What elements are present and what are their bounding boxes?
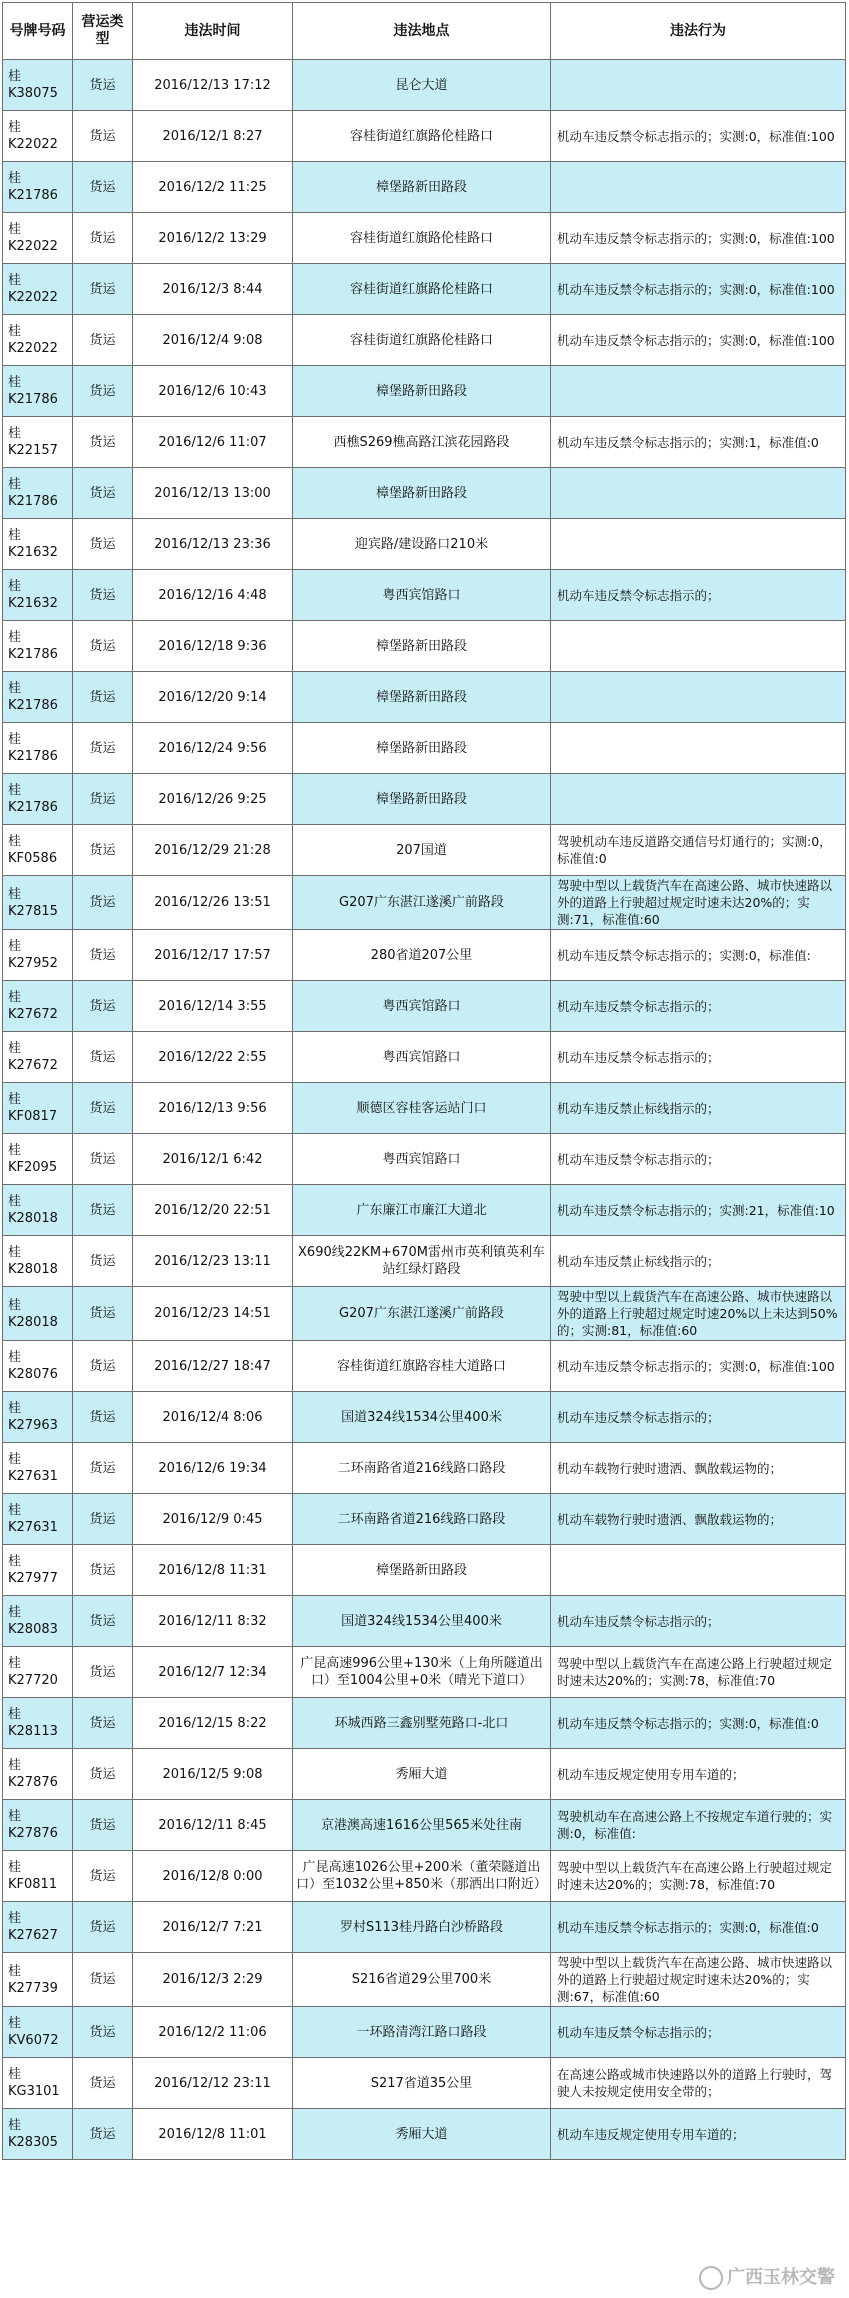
plate-cell: 桂K21632 xyxy=(3,519,73,570)
location-cell: 秀厢大道 xyxy=(293,1749,551,1800)
action-cell xyxy=(551,519,846,570)
plate-cell: 桂KF0586 xyxy=(3,825,73,876)
time-cell: 2016/12/5 9:08 xyxy=(133,1749,293,1800)
table-row xyxy=(3,1698,846,1749)
time-cell: 2016/12/23 14:51 xyxy=(133,1287,293,1341)
location-cell: 樟堡路新田路段 xyxy=(293,468,551,519)
time-cell: 2016/12/8 11:01 xyxy=(133,2109,293,2160)
time-cell: 2016/12/4 8:06 xyxy=(133,1392,293,1443)
type-cell: 货运 xyxy=(73,366,133,417)
action-cell: 驾驶中型以上载货汽车在高速公路上行驶超过规定时速未达20%的；实测:78，标准值:70 xyxy=(551,1647,846,1698)
time-cell: 2016/12/12 23:11 xyxy=(133,2058,293,2109)
plate-cell: 桂K27876 xyxy=(3,1749,73,1800)
action-cell: 机动车违反禁令标志指示的；实测:0，标准值:100 xyxy=(551,264,846,315)
plate-cell: 桂K27815 xyxy=(3,876,73,930)
type-cell: 货运 xyxy=(73,1596,133,1647)
action-cell: 机动车违反规定使用专用车道的； xyxy=(551,2109,846,2160)
action-cell: 机动车载物行驶时遗洒、飘散载运物的； xyxy=(551,1494,846,1545)
table-row xyxy=(3,2058,846,2109)
location-cell: 广昆高速996公里+130米（上角所隧道出口）至1004公里+0米（晴光下道口） xyxy=(293,1647,551,1698)
action-cell: 机动车违反禁令标志指示的；实测:0，标准值:0 xyxy=(551,1902,846,1953)
action-cell: 机动车违反禁令标志指示的；实测:0，标准值:100 xyxy=(551,111,846,162)
location-cell: 樟堡路新田路段 xyxy=(293,672,551,723)
location-cell: 207国道 xyxy=(293,825,551,876)
type-cell: 货运 xyxy=(73,2109,133,2160)
type-cell: 货运 xyxy=(73,570,133,621)
type-cell: 货运 xyxy=(73,519,133,570)
time-cell: 2016/12/20 22:51 xyxy=(133,1185,293,1236)
table-row xyxy=(3,1185,846,1236)
table-row xyxy=(3,2109,846,2160)
time-cell: 2016/12/13 17:12 xyxy=(133,60,293,111)
action-cell: 机动车违反禁令标志指示的； xyxy=(551,1032,846,1083)
header-violation-action: 违法行为 xyxy=(551,3,846,60)
action-cell: 驾驶中型以上载货汽车在高速公路、城市快速路以外的道路上行驶超过规定时速20%以上未达到50%的；实测:81，标准值:60 xyxy=(551,1287,846,1341)
type-cell: 货运 xyxy=(73,723,133,774)
plate-cell: 桂K27876 xyxy=(3,1800,73,1851)
time-cell: 2016/12/13 23:36 xyxy=(133,519,293,570)
type-cell: 货运 xyxy=(73,1902,133,1953)
action-cell: 机动车违反禁令标志指示的；实测:21，标准值:10 xyxy=(551,1185,846,1236)
action-cell: 机动车违反禁令标志指示的； xyxy=(551,570,846,621)
action-cell: 驾驶机动车违反道路交通信号灯通行的；实测:0，标准值:0 xyxy=(551,825,846,876)
plate-cell: 桂K22157 xyxy=(3,417,73,468)
location-cell: 容桂街道红旗路伦桂路口 xyxy=(293,315,551,366)
location-cell: 广东廉江市廉江大道北 xyxy=(293,1185,551,1236)
location-cell: 环城西路三鑫别墅苑路口-北口 xyxy=(293,1698,551,1749)
type-cell: 货运 xyxy=(73,1749,133,1800)
plate-cell: 桂K21786 xyxy=(3,162,73,213)
table-row xyxy=(3,1902,846,1953)
plate-cell: 桂K28076 xyxy=(3,1341,73,1392)
action-cell: 机动车违反规定使用专用车道的； xyxy=(551,1749,846,1800)
time-cell: 2016/12/13 13:00 xyxy=(133,468,293,519)
time-cell: 2016/12/18 9:36 xyxy=(133,621,293,672)
location-cell: 樟堡路新田路段 xyxy=(293,1545,551,1596)
action-cell xyxy=(551,1545,846,1596)
plate-cell: 桂K27627 xyxy=(3,1902,73,1953)
plate-cell: 桂K27631 xyxy=(3,1494,73,1545)
time-cell: 2016/12/17 17:57 xyxy=(133,930,293,981)
location-cell: 容桂街道红旗路容桂大道路口 xyxy=(293,1341,551,1392)
time-cell: 2016/12/3 8:44 xyxy=(133,264,293,315)
type-cell: 货运 xyxy=(73,1341,133,1392)
time-cell: 2016/12/4 9:08 xyxy=(133,315,293,366)
plate-cell: 桂K21786 xyxy=(3,672,73,723)
table-row xyxy=(3,723,846,774)
table-row xyxy=(3,672,846,723)
action-cell: 机动车违反禁令标志指示的； xyxy=(551,1134,846,1185)
plate-cell: 桂K28113 xyxy=(3,1698,73,1749)
plate-cell: 桂K28018 xyxy=(3,1185,73,1236)
plate-cell: 桂K28018 xyxy=(3,1287,73,1341)
action-cell xyxy=(551,723,846,774)
plate-cell: 桂K21786 xyxy=(3,468,73,519)
plate-cell: 桂KF0817 xyxy=(3,1083,73,1134)
plate-cell: 桂K38075 xyxy=(3,60,73,111)
table-row xyxy=(3,1494,846,1545)
action-cell xyxy=(551,672,846,723)
location-cell: 280省道207公里 xyxy=(293,930,551,981)
table-row xyxy=(3,264,846,315)
watermark xyxy=(699,2263,835,2290)
type-cell: 货运 xyxy=(73,1953,133,2007)
time-cell: 2016/12/23 13:11 xyxy=(133,1236,293,1287)
location-cell: 京港澳高速1616公里565米处往南 xyxy=(293,1800,551,1851)
action-cell: 机动车违反禁令标志指示的； xyxy=(551,2007,846,2058)
type-cell: 货运 xyxy=(73,1083,133,1134)
action-cell: 机动车违反禁令标志指示的；实测:0，标准值: xyxy=(551,930,846,981)
plate-cell: 桂KV6072 xyxy=(3,2007,73,2058)
time-cell: 2016/12/7 7:21 xyxy=(133,1902,293,1953)
table-body xyxy=(3,60,846,2160)
plate-cell: 桂K22022 xyxy=(3,264,73,315)
time-cell: 2016/12/1 8:27 xyxy=(133,111,293,162)
plate-cell: 桂KF0811 xyxy=(3,1851,73,1902)
location-cell: 顺德区容桂客运站门口 xyxy=(293,1083,551,1134)
type-cell: 货运 xyxy=(73,876,133,930)
type-cell: 货运 xyxy=(73,315,133,366)
action-cell xyxy=(551,468,846,519)
action-cell: 驾驶机动车在高速公路上不按规定车道行驶的；实测:0，标准值: xyxy=(551,1800,846,1851)
time-cell: 2016/12/26 9:25 xyxy=(133,774,293,825)
location-cell: S217省道35公里 xyxy=(293,2058,551,2109)
table-row xyxy=(3,1647,846,1698)
table-row xyxy=(3,468,846,519)
type-cell: 货运 xyxy=(73,981,133,1032)
action-cell: 机动车违反禁令标志指示的；实测:0，标准值:0 xyxy=(551,1698,846,1749)
type-cell: 货运 xyxy=(73,1236,133,1287)
time-cell: 2016/12/3 2:29 xyxy=(133,1953,293,2007)
type-cell: 货运 xyxy=(73,1698,133,1749)
time-cell: 2016/12/6 11:07 xyxy=(133,417,293,468)
type-cell: 货运 xyxy=(73,825,133,876)
time-cell: 2016/12/6 19:34 xyxy=(133,1443,293,1494)
location-cell: 樟堡路新田路段 xyxy=(293,366,551,417)
action-cell: 机动车载物行驶时遗洒、飘散载运物的； xyxy=(551,1443,846,1494)
action-cell: 驾驶中型以上载货汽车在高速公路、城市快速路以外的道路上行驶超过规定时速未达20%的；实测:67，标准值:60 xyxy=(551,1953,846,2007)
location-cell: 樟堡路新田路段 xyxy=(293,621,551,672)
action-cell: 驾驶中型以上载货汽车在高速公路、城市快速路以外的道路上行驶超过规定时速未达20%的；实测:71，标准值:60 xyxy=(551,876,846,930)
table-row xyxy=(3,1443,846,1494)
table-row xyxy=(3,315,846,366)
plate-cell: 桂K21632 xyxy=(3,570,73,621)
location-cell: 粤西宾馆路口 xyxy=(293,570,551,621)
table-row xyxy=(3,1545,846,1596)
time-cell: 2016/12/8 11:31 xyxy=(133,1545,293,1596)
location-cell: 容桂街道红旗路伦桂路口 xyxy=(293,111,551,162)
table-row xyxy=(3,621,846,672)
type-cell: 货运 xyxy=(73,60,133,111)
type-cell: 货运 xyxy=(73,930,133,981)
location-cell: S216省道29公里700米 xyxy=(293,1953,551,2007)
table-row xyxy=(3,1341,846,1392)
table-row xyxy=(3,417,846,468)
violation-table xyxy=(2,2,846,2160)
type-cell: 货运 xyxy=(73,1392,133,1443)
location-cell: 国道324线1534公里400米 xyxy=(293,1392,551,1443)
type-cell: 货运 xyxy=(73,1494,133,1545)
location-cell: G207广东湛江遂溪广前路段 xyxy=(293,876,551,930)
type-cell: 货运 xyxy=(73,1032,133,1083)
action-cell: 机动车违反禁止标线指示的； xyxy=(551,1236,846,1287)
header-plate: 号牌号码 xyxy=(3,3,73,60)
plate-cell: 桂K27952 xyxy=(3,930,73,981)
plate-cell: 桂K21786 xyxy=(3,621,73,672)
table-row xyxy=(3,1596,846,1647)
action-cell: 机动车违反禁令标志指示的；实测:0，标准值:100 xyxy=(551,315,846,366)
time-cell: 2016/12/26 13:51 xyxy=(133,876,293,930)
action-cell: 在高速公路或城市快速路以外的道路上行驶时，驾驶人未按规定使用安全带的； xyxy=(551,2058,846,2109)
time-cell: 2016/12/11 8:32 xyxy=(133,1596,293,1647)
table-row xyxy=(3,1134,846,1185)
time-cell: 2016/12/24 9:56 xyxy=(133,723,293,774)
type-cell: 货运 xyxy=(73,111,133,162)
table-row xyxy=(3,1032,846,1083)
type-cell: 货运 xyxy=(73,1443,133,1494)
location-cell: 粤西宾馆路口 xyxy=(293,1032,551,1083)
plate-cell: 桂K27963 xyxy=(3,1392,73,1443)
type-cell: 货运 xyxy=(73,1851,133,1902)
location-cell: 一环路清湾江路口路段 xyxy=(293,2007,551,2058)
location-cell: 容桂街道红旗路伦桂路口 xyxy=(293,264,551,315)
plate-cell: 桂K27672 xyxy=(3,981,73,1032)
location-cell: 二环南路省道216线路口路段 xyxy=(293,1494,551,1545)
table-row xyxy=(3,519,846,570)
plate-cell: 桂K28083 xyxy=(3,1596,73,1647)
location-cell: G207广东湛江遂溪广前路段 xyxy=(293,1287,551,1341)
plate-cell: 桂K27977 xyxy=(3,1545,73,1596)
location-cell: 粤西宾馆路口 xyxy=(293,981,551,1032)
table-row xyxy=(3,1287,846,1341)
table-row xyxy=(3,1800,846,1851)
location-cell: 樟堡路新田路段 xyxy=(293,723,551,774)
time-cell: 2016/12/2 11:06 xyxy=(133,2007,293,2058)
type-cell: 货运 xyxy=(73,1287,133,1341)
location-cell: 昆仑大道 xyxy=(293,60,551,111)
plate-cell: 桂K21786 xyxy=(3,774,73,825)
time-cell: 2016/12/16 4:48 xyxy=(133,570,293,621)
time-cell: 2016/12/2 13:29 xyxy=(133,213,293,264)
table-row xyxy=(3,1749,846,1800)
type-cell: 货运 xyxy=(73,264,133,315)
plate-cell: 桂KG3101 xyxy=(3,2058,73,2109)
action-cell: 机动车违反禁令标志指示的； xyxy=(551,1596,846,1647)
time-cell: 2016/12/27 18:47 xyxy=(133,1341,293,1392)
type-cell: 货运 xyxy=(73,672,133,723)
type-cell: 货运 xyxy=(73,213,133,264)
action-cell: 机动车违反禁令标志指示的；实测:0，标准值:100 xyxy=(551,1341,846,1392)
time-cell: 2016/12/6 10:43 xyxy=(133,366,293,417)
table-row xyxy=(3,876,846,930)
header-violation-time: 违法时间 xyxy=(133,3,293,60)
table-row xyxy=(3,213,846,264)
action-cell: 机动车违反禁令标志指示的； xyxy=(551,981,846,1032)
table-row xyxy=(3,981,846,1032)
location-cell: 二环南路省道216线路口路段 xyxy=(293,1443,551,1494)
time-cell: 2016/12/7 12:34 xyxy=(133,1647,293,1698)
type-cell: 货运 xyxy=(73,2007,133,2058)
plate-cell: 桂K28018 xyxy=(3,1236,73,1287)
action-cell xyxy=(551,774,846,825)
location-cell: 广昆高速1026公里+200米（董荣隧道出口）至1032公里+850米（那洒出口附近） xyxy=(293,1851,551,1902)
type-cell: 货运 xyxy=(73,1134,133,1185)
plate-cell: 桂K21786 xyxy=(3,723,73,774)
action-cell: 驾驶中型以上载货汽车在高速公路上行驶超过规定时速未达20%的；实测:78，标准值:70 xyxy=(551,1851,846,1902)
action-cell xyxy=(551,60,846,111)
table-row xyxy=(3,1236,846,1287)
type-cell: 货运 xyxy=(73,1647,133,1698)
plate-cell: 桂K28305 xyxy=(3,2109,73,2160)
table-row xyxy=(3,1953,846,2007)
table-row xyxy=(3,1083,846,1134)
type-cell: 货运 xyxy=(73,2058,133,2109)
time-cell: 2016/12/8 0:00 xyxy=(133,1851,293,1902)
action-cell: 机动车违反禁令标志指示的； xyxy=(551,1392,846,1443)
header-operation-type: 营运类型 xyxy=(73,3,133,60)
type-cell: 货运 xyxy=(73,621,133,672)
location-cell: 罗村S113桂丹路白沙桥路段 xyxy=(293,1902,551,1953)
table-row xyxy=(3,825,846,876)
time-cell: 2016/12/1 6:42 xyxy=(133,1134,293,1185)
location-cell: 樟堡路新田路段 xyxy=(293,774,551,825)
table-row xyxy=(3,1851,846,1902)
plate-cell: 桂K21786 xyxy=(3,366,73,417)
time-cell: 2016/12/13 9:56 xyxy=(133,1083,293,1134)
time-cell: 2016/12/14 3:55 xyxy=(133,981,293,1032)
wechat-icon xyxy=(699,2266,723,2290)
table-row xyxy=(3,930,846,981)
time-cell: 2016/12/22 2:55 xyxy=(133,1032,293,1083)
type-cell: 货运 xyxy=(73,1545,133,1596)
location-cell: X690线22KM+670M雷州市英利镇英利车站红绿灯路段 xyxy=(293,1236,551,1287)
plate-cell: 桂K22022 xyxy=(3,213,73,264)
type-cell: 货运 xyxy=(73,1800,133,1851)
type-cell: 货运 xyxy=(73,162,133,213)
location-cell: 西樵S269樵高路江滨花园路段 xyxy=(293,417,551,468)
time-cell: 2016/12/9 0:45 xyxy=(133,1494,293,1545)
location-cell: 容桂街道红旗路伦桂路口 xyxy=(293,213,551,264)
plate-cell: 桂K22022 xyxy=(3,315,73,366)
table-row xyxy=(3,774,846,825)
table-row xyxy=(3,162,846,213)
type-cell: 货运 xyxy=(73,417,133,468)
type-cell: 货运 xyxy=(73,1185,133,1236)
plate-cell: 桂K27720 xyxy=(3,1647,73,1698)
location-cell: 秀厢大道 xyxy=(293,2109,551,2160)
header-violation-location: 违法地点 xyxy=(293,3,551,60)
table-row xyxy=(3,366,846,417)
location-cell: 国道324线1534公里400米 xyxy=(293,1596,551,1647)
location-cell: 樟堡路新田路段 xyxy=(293,162,551,213)
time-cell: 2016/12/11 8:45 xyxy=(133,1800,293,1851)
plate-cell: 桂KF2095 xyxy=(3,1134,73,1185)
type-cell: 货运 xyxy=(73,468,133,519)
table-row xyxy=(3,2007,846,2058)
plate-cell: 桂K27631 xyxy=(3,1443,73,1494)
time-cell: 2016/12/20 9:14 xyxy=(133,672,293,723)
action-cell xyxy=(551,621,846,672)
table-row xyxy=(3,111,846,162)
action-cell: 机动车违反禁令标志指示的；实测:1，标准值:0 xyxy=(551,417,846,468)
action-cell: 机动车违反禁令标志指示的；实测:0，标准值:100 xyxy=(551,213,846,264)
header-row xyxy=(3,3,846,60)
plate-cell: 桂K27739 xyxy=(3,1953,73,2007)
time-cell: 2016/12/2 11:25 xyxy=(133,162,293,213)
time-cell: 2016/12/29 21:28 xyxy=(133,825,293,876)
watermark-text: 广西玉林交警 xyxy=(727,2267,835,2288)
time-cell: 2016/12/15 8:22 xyxy=(133,1698,293,1749)
table-row xyxy=(3,1392,846,1443)
type-cell: 货运 xyxy=(73,774,133,825)
action-cell xyxy=(551,366,846,417)
plate-cell: 桂K27672 xyxy=(3,1032,73,1083)
location-cell: 迎宾路/建设路口210米 xyxy=(293,519,551,570)
location-cell: 粤西宾馆路口 xyxy=(293,1134,551,1185)
action-cell: 机动车违反禁止标线指示的； xyxy=(551,1083,846,1134)
table-row xyxy=(3,570,846,621)
table-row xyxy=(3,60,846,111)
plate-cell: 桂K22022 xyxy=(3,111,73,162)
action-cell xyxy=(551,162,846,213)
